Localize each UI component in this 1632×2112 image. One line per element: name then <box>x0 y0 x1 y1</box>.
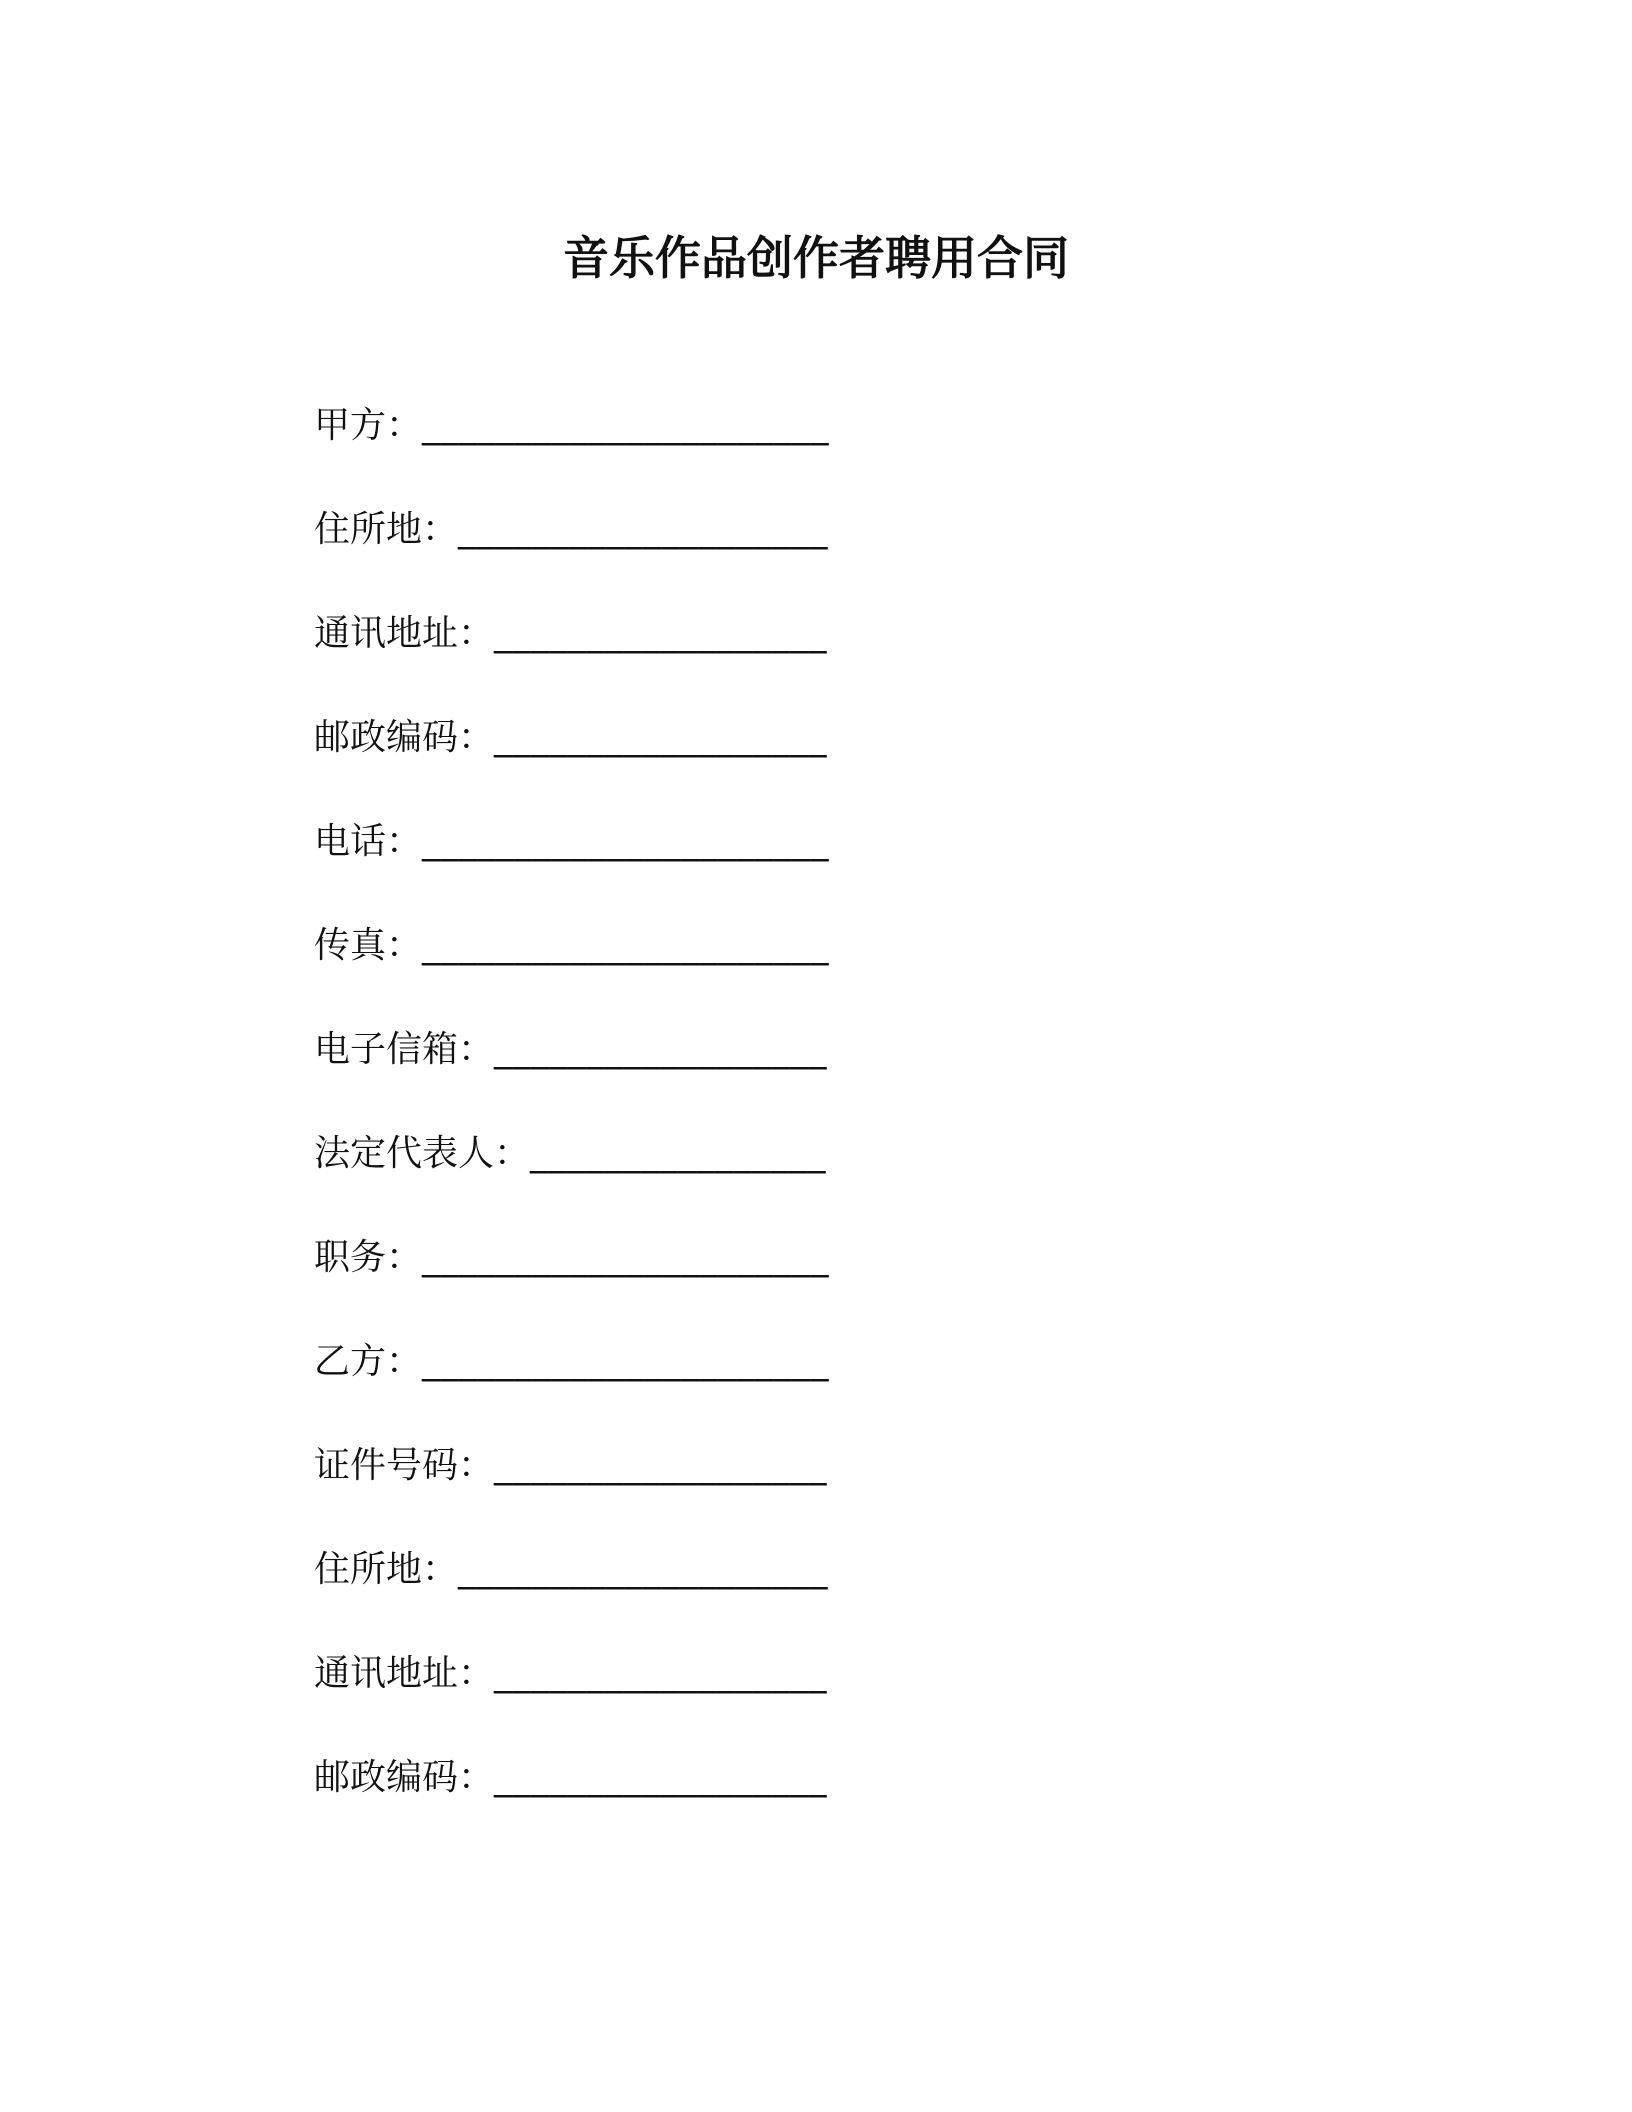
field-blank-line: ________________ <box>530 1133 827 1174</box>
field-label: 电话： <box>314 821 423 862</box>
field-party-a-fax <box>314 916 1414 1020</box>
field-blank-line: ______________________ <box>422 821 830 862</box>
field-party-a-address <box>314 604 1414 708</box>
field-party-a-position <box>314 1228 1414 1332</box>
field-label: 传真： <box>314 925 423 966</box>
field-party-b-domicile <box>314 1540 1414 1644</box>
field-label: 通讯地址： <box>314 1653 495 1694</box>
field-blank-line: __________________ <box>494 613 828 654</box>
field-label: 证件号码： <box>314 1445 495 1486</box>
field-party-a-domicile <box>314 500 1414 604</box>
field-label: 通讯地址： <box>314 613 495 654</box>
field-blank-line: ______________________ <box>422 925 830 966</box>
field-blank-line: __________________ <box>494 1757 828 1798</box>
field-party-b-id-number <box>314 1436 1414 1540</box>
field-label: 邮政编码： <box>314 717 495 758</box>
field-party-a-phone <box>314 812 1414 916</box>
field-party-a <box>314 396 1414 500</box>
field-label: 职务： <box>314 1237 423 1278</box>
field-party-a-legal-representative <box>314 1124 1414 1228</box>
field-blank-line: ____________________ <box>458 1549 829 1590</box>
field-label: 电子信箱： <box>314 1029 495 1070</box>
field-blank-line: __________________ <box>494 1653 828 1694</box>
field-party-b-address <box>314 1644 1414 1748</box>
field-label: 住所地： <box>314 1549 459 1590</box>
document-title: 音乐作品创作者聘用合同 <box>563 231 1069 285</box>
field-blank-line: ______________________ <box>422 405 830 446</box>
field-label: 住所地： <box>314 509 459 550</box>
field-label: 乙方： <box>314 1341 423 1382</box>
field-label: 法定代表人： <box>314 1133 531 1174</box>
field-blank-line: ____________________ <box>458 509 829 550</box>
party-info-fields <box>314 396 1414 1852</box>
field-blank-line: ______________________ <box>422 1341 830 1382</box>
field-blank-line: __________________ <box>494 1445 828 1486</box>
field-blank-line: __________________ <box>494 717 828 758</box>
field-label: 邮政编码： <box>314 1757 495 1798</box>
field-party-a-postcode <box>314 708 1414 812</box>
field-blank-line: ______________________ <box>422 1237 830 1278</box>
field-party-b-postcode <box>314 1748 1414 1852</box>
field-label: 甲方： <box>314 405 423 446</box>
field-party-b <box>314 1332 1414 1436</box>
field-party-a-email <box>314 1020 1414 1124</box>
field-blank-line: __________________ <box>494 1029 828 1070</box>
